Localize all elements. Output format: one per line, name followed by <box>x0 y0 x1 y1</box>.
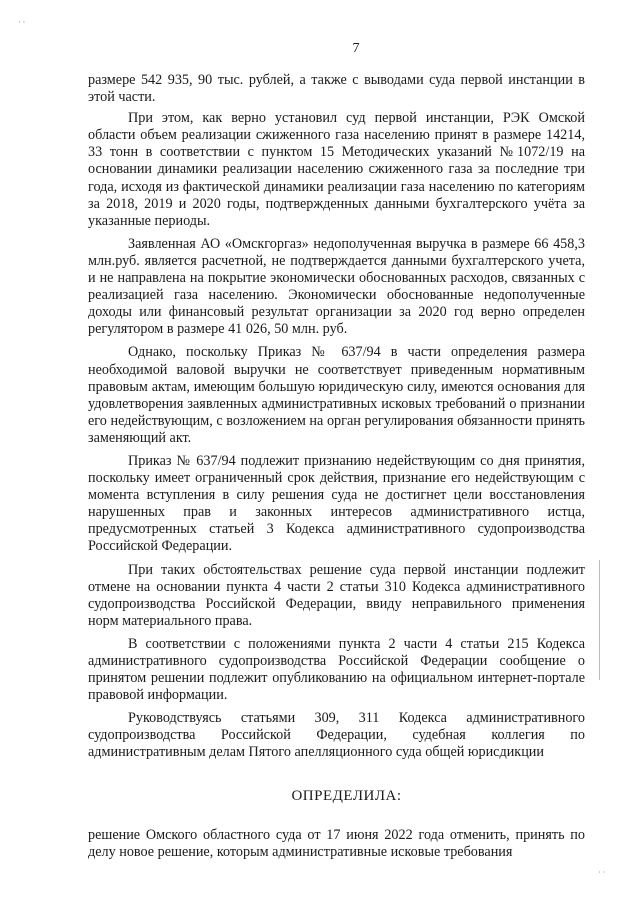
paragraph-3: Заявленная АО «Омскгоргаз» недополученная выручка в размере 66 458,3 млн.руб. является расчетной, не подтверждается данными бухгалтерского учета, и не направлена на покрытие экономически обоснованных расходов, связанных с реализацией газа населению. Экономически обоснованные недополученные доходы или финансовый результат организации за 2020 год верно определен регулятором в размере 41 026, 50 млн. руб. <box>88 235 585 338</box>
document-body <box>88 72 585 861</box>
resolution-paragraph: решение Омского областного суда от 17 июня 2022 года отменить, принять по делу новое решение, которым административные исковые требования <box>88 826 585 860</box>
page-number: 7 <box>352 41 360 56</box>
paragraph-5: Приказ № 637/94 подлежит признанию недействующим со дня принятия, поскольку имеет ограниченный срок действия, признание его недействующим с момента вступления в силу решения суда не достигнет цели восстановления нарушенных прав и законных интересов административного истца, предусмотренных статьей 3 Кодекса административного судопроизводства Российской Федерации. <box>88 452 585 555</box>
scan-artifact: · · <box>18 18 26 27</box>
paragraph-6: При таких обстоятельствах решение суда первой инстанции подлежит отмене на основании пункта 4 части 2 статьи 310 Кодекса административного судопроизводства Российской Федерации, ввиду неправильного применения норм материального права. <box>88 561 585 629</box>
paragraph-8: Руководствуясь статьями 309, 311 Кодекса административного судопроизводства Российской Федерации, судебная коллегия по административным делам Пятого апелляционного суда общей юрисдикции <box>88 710 585 761</box>
section-heading: ОПРЕДЕЛИЛА: <box>291 787 402 804</box>
paragraph-1: размере 542 935, 90 тыс. рублей, а также с выводами суда первой инстанции в этой части. <box>88 72 585 106</box>
paragraph-7: В соответствии с положениями пункта 2 части 4 статьи 215 Кодекса административного судопроизводства Российской Федерации сообщение о принятом решении подлежит опубликованию на официальном интернет-портале правовой информации. <box>88 635 585 704</box>
paragraph-2: При этом, как верно установил суд первой инстанции, РЭК Омской области объем реализации сжиженного газа населению принят в размере 14214, 33 тонн в соответствии с пунктом 15 Методических указаний №1072/19 на основании динамики реализации населению сжиженного газа за последние три года, исходя из фактической динамики реализации газа населению по категориям за 2018, 2019 и 2020 годы, подтвержденных данными бухгалтерского учёта за указанные периоды. <box>88 110 585 229</box>
scan-artifact: · · <box>598 868 606 877</box>
scan-edge-line <box>599 560 600 680</box>
paragraph-4: Однако, поскольку Приказ № 637/94 в части определения размера необходимой валовой выручки не соответствует приведенным нормативным правовым актам, имеющим большую юридическую силу, имеются основания для удовлетворения заявленных административных исковых требований о признании его недействующим, с возложением на орган регулирования обязанности принять заменяющий акт. <box>88 344 585 446</box>
